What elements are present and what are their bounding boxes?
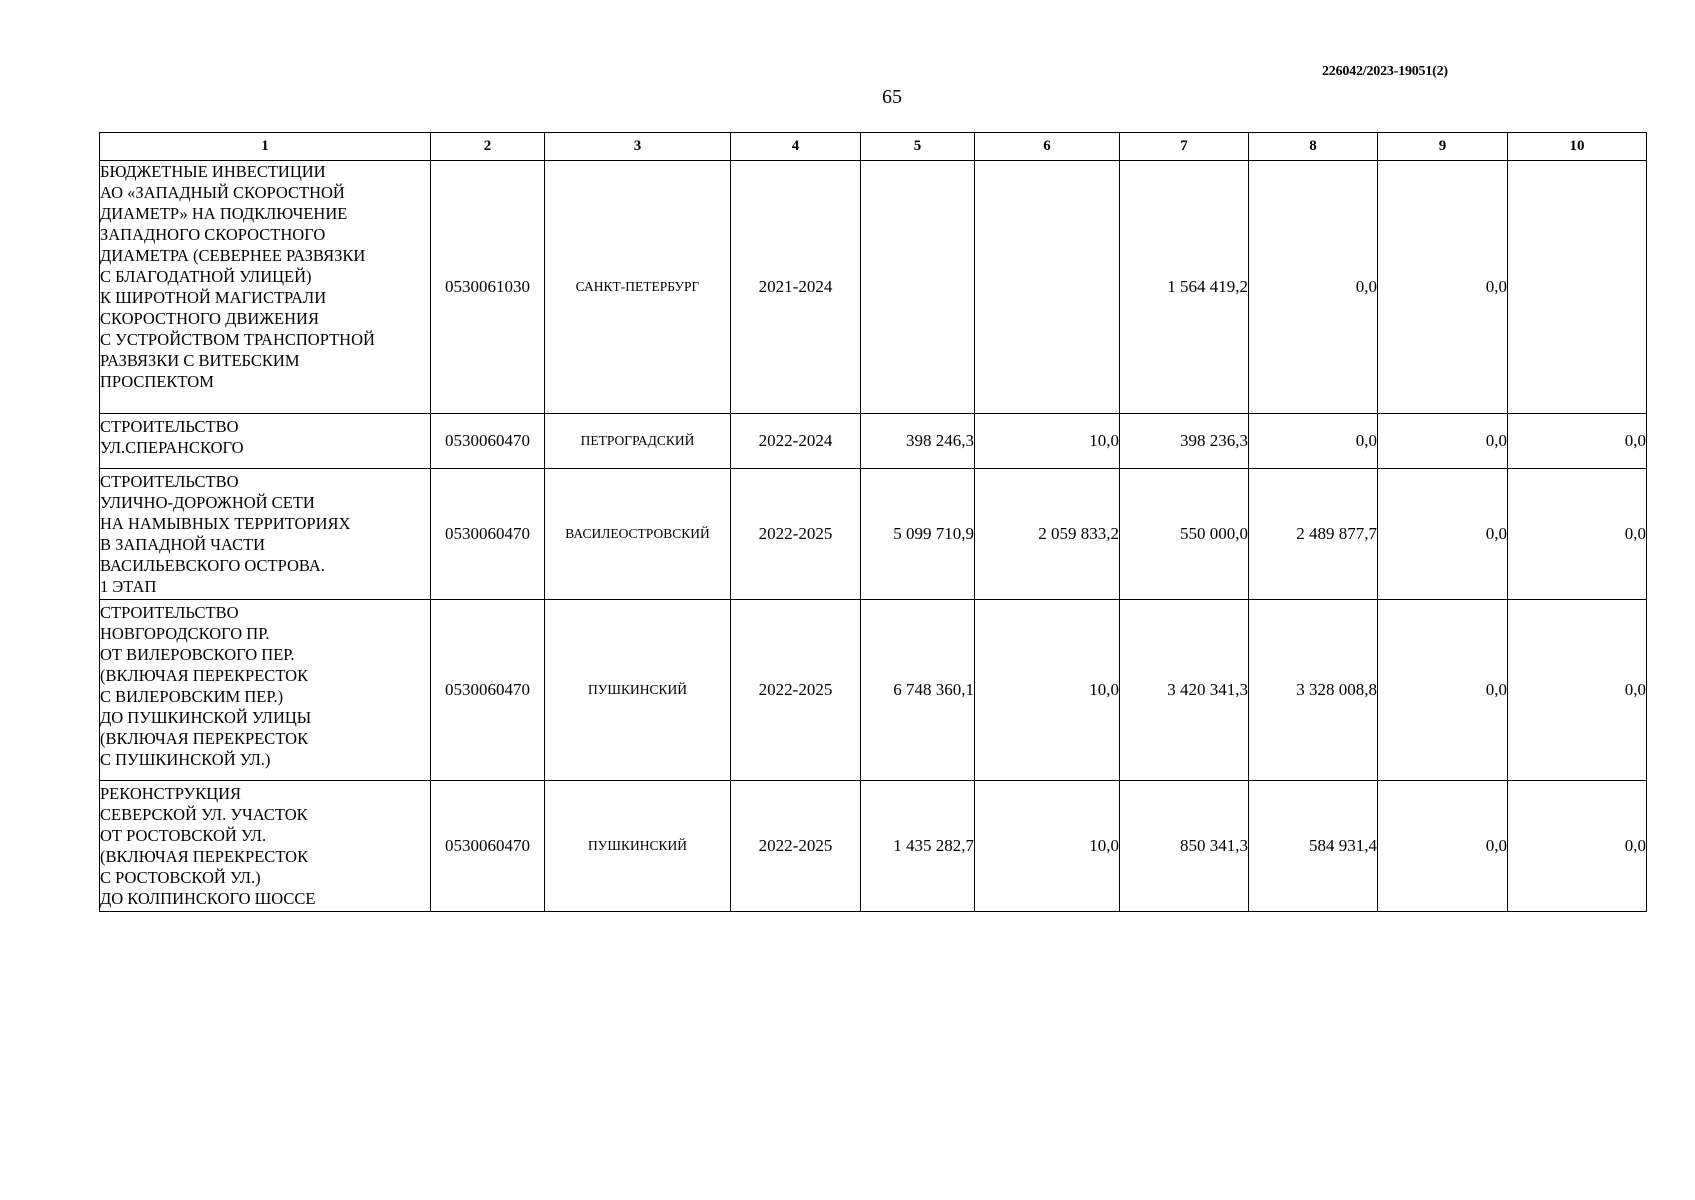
value-col-9: 0,0 — [1378, 781, 1508, 912]
district: САНКТ-ПЕТЕРБУРГ — [545, 161, 731, 414]
value-col-10: 0,0 — [1508, 781, 1647, 912]
value-col-8: 584 931,4 — [1249, 781, 1378, 912]
object-name: СТРОИТЕЛЬСТВО УЛ.СПЕРАНСКОГО — [100, 414, 431, 469]
value-col-6: 2 059 833,2 — [975, 469, 1120, 600]
column-number-row — [100, 133, 1647, 161]
column-header: 9 — [1378, 133, 1508, 161]
column-header: 8 — [1249, 133, 1378, 161]
value-col-8: 3 328 008,8 — [1249, 600, 1378, 781]
value-col-7: 850 341,3 — [1120, 781, 1249, 912]
column-header: 7 — [1120, 133, 1249, 161]
district: ВАСИЛЕОСТРОВСКИЙ — [545, 469, 731, 600]
budget-code: 0530061030 — [431, 161, 545, 414]
value-col-7: 550 000,0 — [1120, 469, 1249, 600]
value-col-6: 10,0 — [975, 600, 1120, 781]
object-name: РЕКОНСТРУКЦИЯ СЕВЕРСКОЙ УЛ. УЧАСТОК ОТ РОСТОВСКОЙ УЛ. (ВКЛЮЧАЯ ПЕРЕКРЕСТОК С РОСТОВСКОЙ УЛ.) ДО КОЛПИНСКОГО ШОССЕ — [100, 781, 431, 912]
value-col-6: 10,0 — [975, 414, 1120, 469]
budget-code: 0530060470 — [431, 600, 545, 781]
value-col-7: 1 564 419,2 — [1120, 161, 1249, 414]
period: 2022-2024 — [731, 414, 861, 469]
value-col-5 — [861, 161, 975, 414]
budget-code: 0530060470 — [431, 414, 545, 469]
value-col-5: 398 246,3 — [861, 414, 975, 469]
object-name: БЮДЖЕТНЫЕ ИНВЕСТИЦИИ АО «ЗАПАДНЫЙ СКОРОСТНОЙ ДИАМЕТР» НА ПОДКЛЮЧЕНИЕ ЗАПАДНОГО СКОРОСТНОГО ДИАМЕТРА (СЕВЕРНЕЕ РАЗВЯЗКИ С БЛАГОДАТНОЙ УЛИЦЕЙ) К ШИРОТНОЙ МАГИСТРАЛИ СКОРОСТНОГО ДВИЖЕНИЯ С УСТРОЙСТВОМ ТРАНСПОРТНОЙ РАЗВЯЗКИ С ВИТЕБСКИМ ПРОСПЕКТОМ — [100, 161, 431, 414]
table-row — [100, 781, 1647, 912]
value-col-9: 0,0 — [1378, 161, 1508, 414]
table-row — [100, 161, 1647, 414]
period: 2022-2025 — [731, 781, 861, 912]
period: 2022-2025 — [731, 469, 861, 600]
value-col-9: 0,0 — [1378, 469, 1508, 600]
period: 2022-2025 — [731, 600, 861, 781]
object-name: СТРОИТЕЛЬСТВО УЛИЧНО-ДОРОЖНОЙ СЕТИ НА НАМЫВНЫХ ТЕРРИТОРИЯХ В ЗАПАДНОЙ ЧАСТИ ВАСИЛЬЕВСКОГО ОСТРОВА. 1 ЭТАП — [100, 469, 431, 600]
budget-table — [99, 132, 1647, 912]
value-col-5: 5 099 710,9 — [861, 469, 975, 600]
document-id: 226042/2023-19051(2) — [1322, 64, 1448, 79]
period: 2021-2024 — [731, 161, 861, 414]
value-col-8: 0,0 — [1249, 161, 1378, 414]
table-row — [100, 469, 1647, 600]
column-header: 10 — [1508, 133, 1647, 161]
value-col-9: 0,0 — [1378, 600, 1508, 781]
budget-code: 0530060470 — [431, 469, 545, 600]
value-col-10: 0,0 — [1508, 414, 1647, 469]
column-header: 3 — [545, 133, 731, 161]
value-col-8: 2 489 877,7 — [1249, 469, 1378, 600]
column-header: 1 — [100, 133, 431, 161]
district: ПУШКИНСКИЙ — [545, 600, 731, 781]
district: ПУШКИНСКИЙ — [545, 781, 731, 912]
value-col-5: 6 748 360,1 — [861, 600, 975, 781]
value-col-8: 0,0 — [1249, 414, 1378, 469]
value-col-7: 398 236,3 — [1120, 414, 1249, 469]
district: ПЕТРОГРАДСКИЙ — [545, 414, 731, 469]
column-header: 5 — [861, 133, 975, 161]
column-header: 6 — [975, 133, 1120, 161]
table-row — [100, 600, 1647, 781]
value-col-9: 0,0 — [1378, 414, 1508, 469]
value-col-7: 3 420 341,3 — [1120, 600, 1249, 781]
column-header: 4 — [731, 133, 861, 161]
value-col-10 — [1508, 161, 1647, 414]
value-col-10: 0,0 — [1508, 469, 1647, 600]
object-name: СТРОИТЕЛЬСТВО НОВГОРОДСКОГО ПР. ОТ ВИЛЕРОВСКОГО ПЕР. (ВКЛЮЧАЯ ПЕРЕКРЕСТОК С ВИЛЕРОВСКИМ ПЕР.) ДО ПУШКИНСКОЙ УЛИЦЫ (ВКЛЮЧАЯ ПЕРЕКРЕСТОК С ПУШКИНСКОЙ УЛ.) — [100, 600, 431, 781]
page-number: 65 — [882, 86, 902, 108]
table-row — [100, 414, 1647, 469]
column-header: 2 — [431, 133, 545, 161]
value-col-6 — [975, 161, 1120, 414]
value-col-5: 1 435 282,7 — [861, 781, 975, 912]
value-col-10: 0,0 — [1508, 600, 1647, 781]
value-col-6: 10,0 — [975, 781, 1120, 912]
budget-code: 0530060470 — [431, 781, 545, 912]
